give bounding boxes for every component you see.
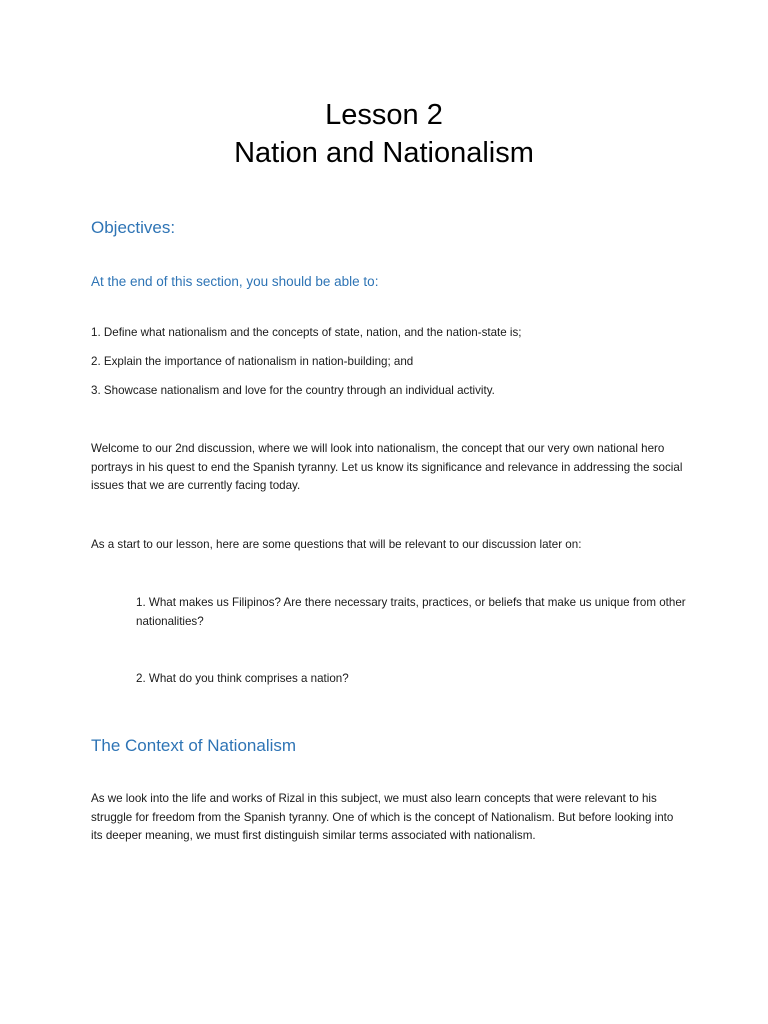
- question-item: 2. What do you think comprises a nation?: [136, 672, 349, 685]
- objectives-heading: Objectives:: [91, 218, 176, 237]
- context-heading: The Context of Nationalism: [91, 736, 297, 755]
- question-item: 1. What makes us Filipinos? Are there necessary traits, practices, or beliefs that make us unique from other nationalities?: [136, 596, 686, 628]
- start-paragraph: As a start to our lesson, here are some questions that will be relevant to our discussion later on:: [91, 538, 582, 551]
- objectives-intro: At the end of this section, you should be able to:: [91, 274, 379, 289]
- objectives-list: [91, 325, 691, 412]
- objective-item: 2. Explain the importance of nationalism in nation-building; and: [91, 355, 414, 368]
- welcome-paragraph: Welcome to our 2nd discussion, where we will look into nationalism, the concept that our very own national hero portrays in his quest to end the Spanish tyranny. Let us know its significance and relevance in addressing the social issues that we are currently facing today.: [91, 442, 683, 492]
- objective-item: 1. Define what nationalism and the concepts of state, nation, and the nation-state is;: [91, 326, 522, 339]
- page-title: [0, 96, 768, 172]
- context-paragraph: As we look into the life and works of Rizal in this subject, we must also learn concepts that were relevant to his struggle for freedom from the Spanish tyranny. One of which is the concept of Nationalism. But before looking into its deeper meaning, we must first distinguish similar terms associated with nationalism.: [91, 792, 674, 842]
- lesson-title: Nation and Nationalism: [234, 137, 534, 169]
- lesson-number: Lesson 2: [325, 99, 443, 131]
- objective-item: 3. Showcase nationalism and love for the country through an individual activity.: [91, 384, 495, 397]
